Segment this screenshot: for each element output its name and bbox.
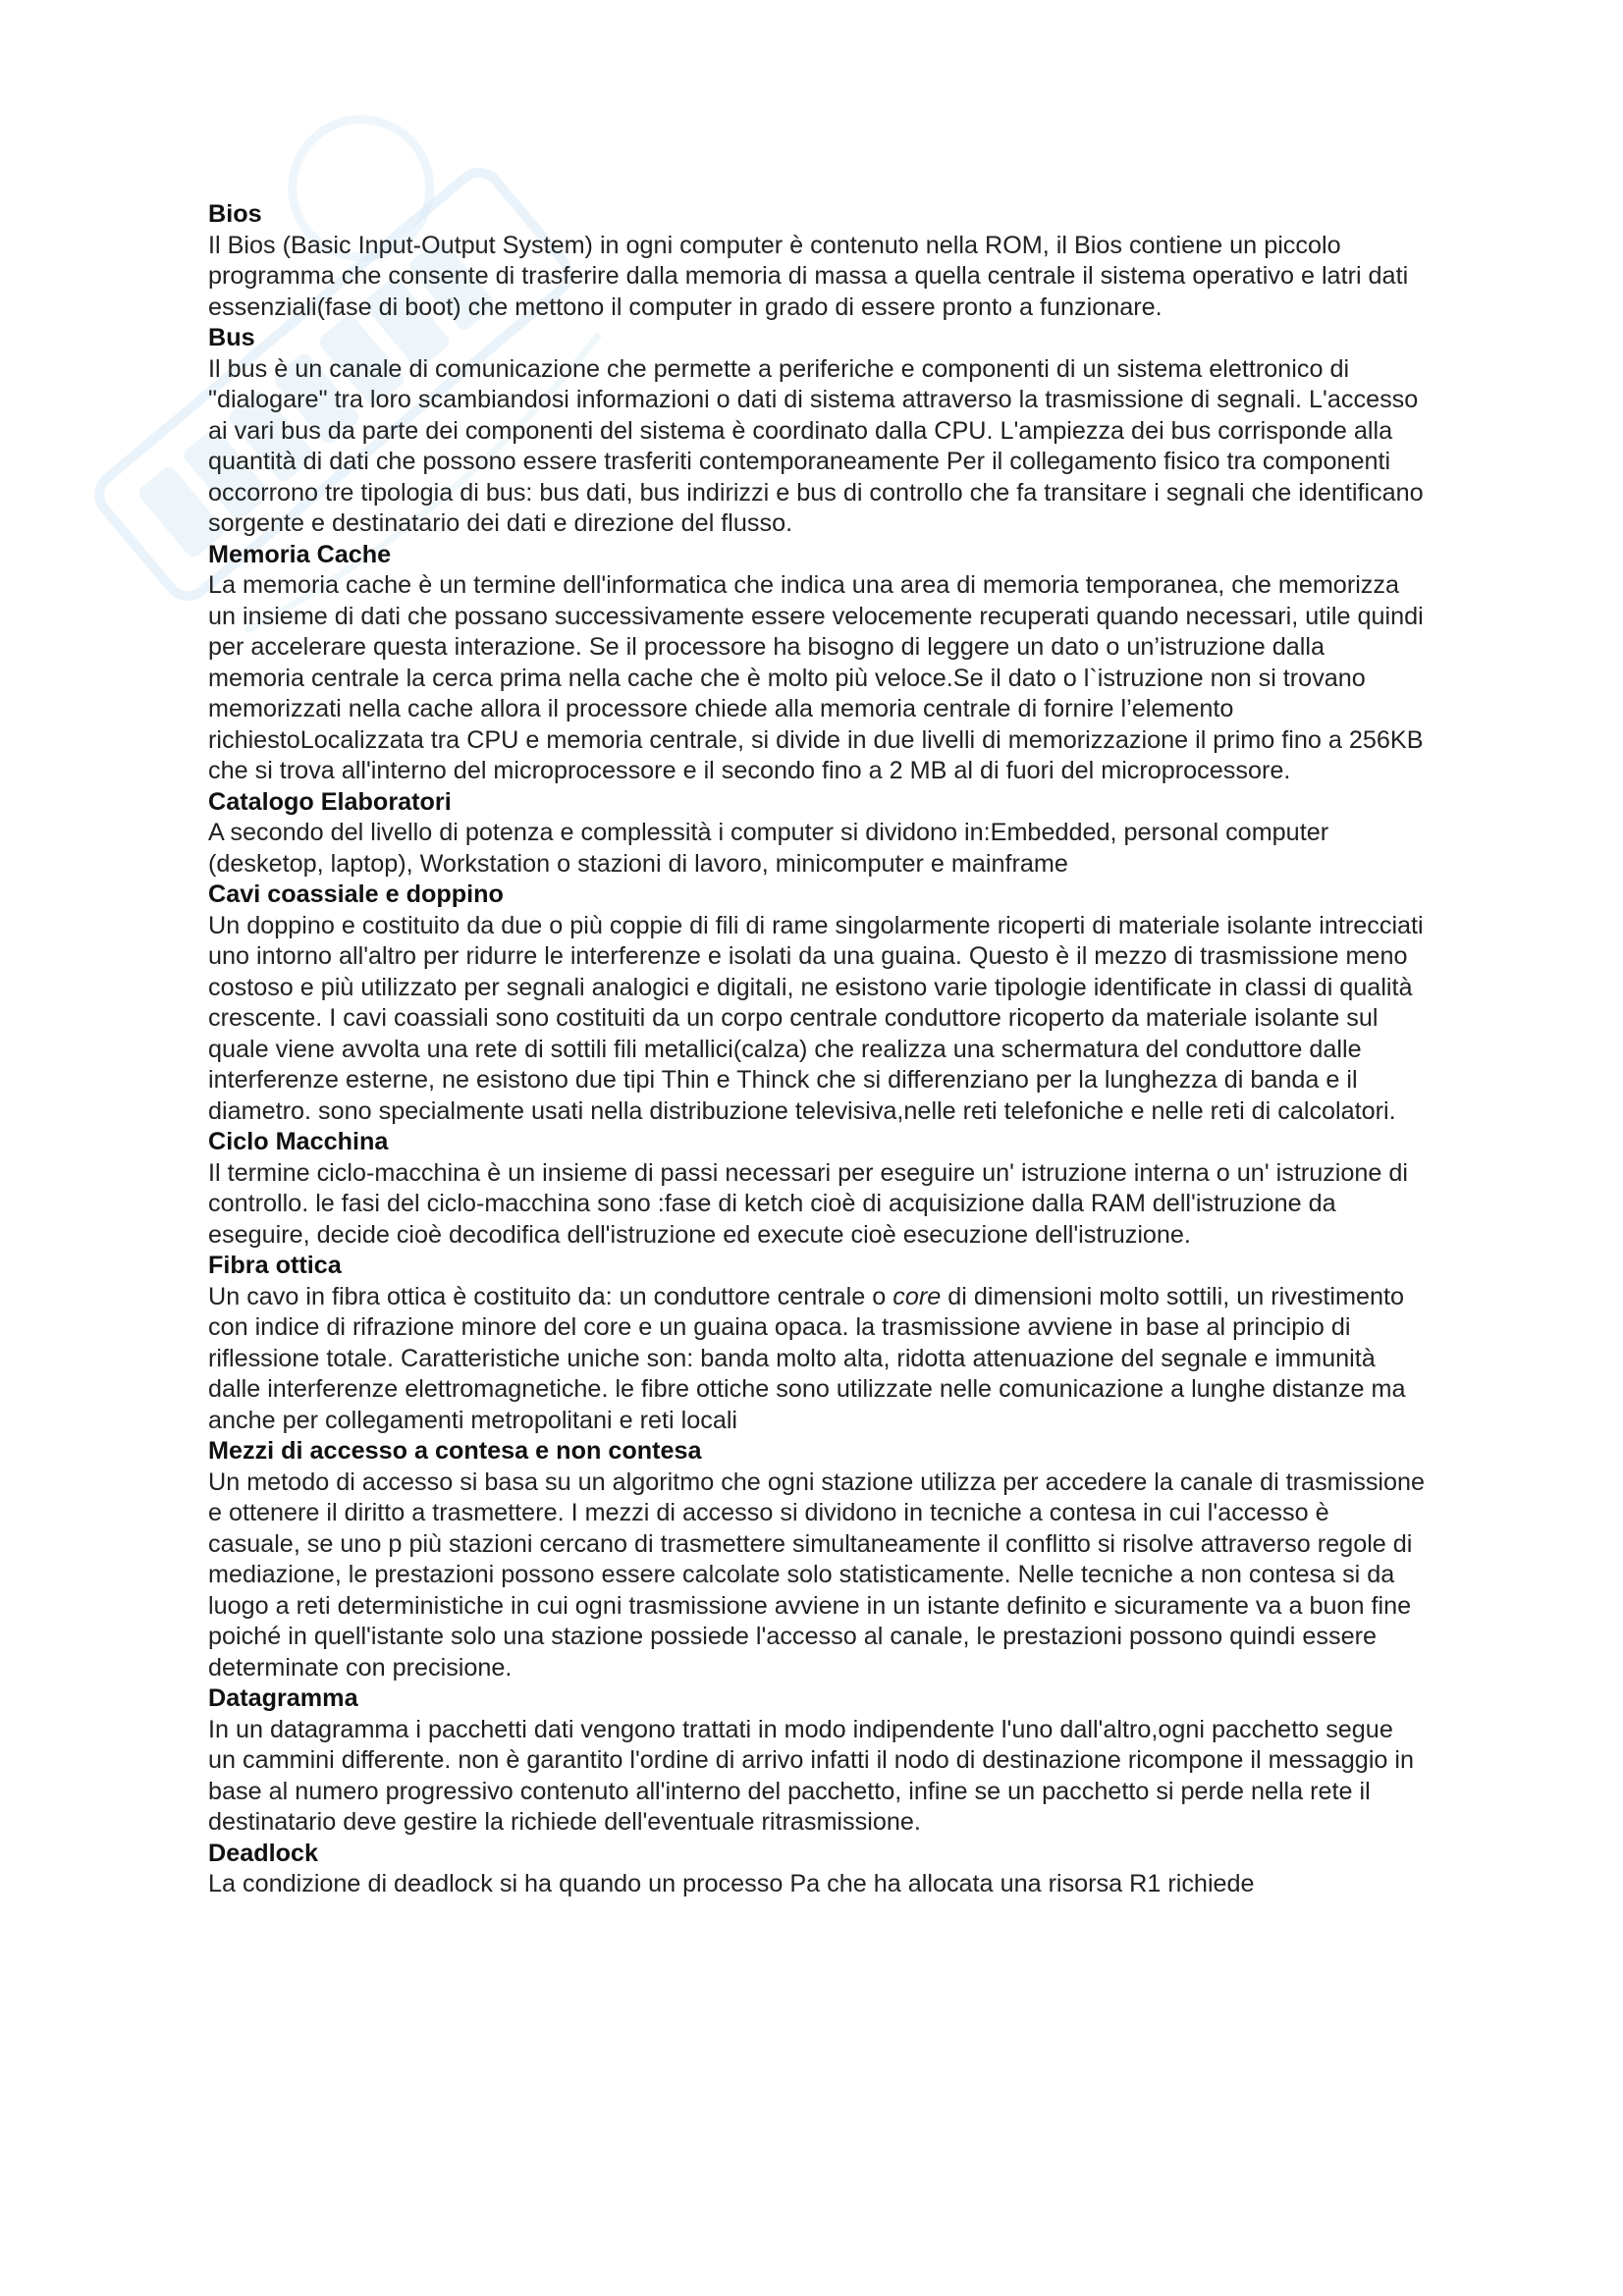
section-body: Il termine ciclo-macchina è un insieme di passi necessari per eseguire un' istruzione interna o un' istruzione di controllo. le fasi del ciclo-macchina sono :fase di ketch cioè di acquisizione dalla RAM dell'istruzione da eseguire, decide cioè decodifica dell'istruzione ed execute cioè esecuzione dell'istruzione. xyxy=(208,1158,1409,1249)
section-ciclo-macchina xyxy=(208,1127,1426,1251)
section-title: Cavi coassiale e doppino xyxy=(208,881,504,908)
section-title: Bus xyxy=(208,324,255,351)
section-body: A secondo del livello di potenza e complessità i computer si dividono in:Embedded, personal computer (desketop, laptop), Workstation o stazioni di lavoro, minicomputer e mainframe xyxy=(208,819,1329,878)
document-content xyxy=(208,199,1426,1900)
section-title: Mezzi di accesso a contesa e non contesa xyxy=(208,1437,702,1465)
section-bios xyxy=(208,199,1426,323)
section-title: Bios xyxy=(208,200,262,228)
section-memoria-cache xyxy=(208,540,1426,787)
section-body: Un doppino e costituito da due o più coppie di fili di rame singolarmente ricoperti di materiale isolante intrecciati uno intorno all'altro per ridurre le interferenze e isolati da una guaina. Questo è il mezzo di trasmissione meno costoso e più utilizzato per segnali analogici e digitali, ne esistono varie tipologie identificate in classi di qualità crescente. I cavi coassiali sono costituiti da un corpo centrale conduttore ricoperto da materiale isolante sul quale viene avvolta una rete di sottili fili metallici(calza) che realizza una schermatura del conduttore dalle interferenze esterne, ne esistono due tipi Thin e Thinck che si differenziano per la lunghezza di banda e il diametro. sono specialmente usati nella distribuzione televisiva,nelle reti telefoniche e nelle reti di calcolatori. xyxy=(208,911,1424,1125)
section-bus xyxy=(208,323,1426,540)
section-mezzi-di-accesso xyxy=(208,1436,1426,1683)
section-deadlock xyxy=(208,1839,1426,1900)
section-catalogo-elaboratori xyxy=(208,787,1426,881)
body-text: Un cavo in fibra ottica è costituito da: un conduttore centrale o xyxy=(208,1282,893,1310)
section-body: La condizione di deadlock si ha quando un processo Pa che ha allocata una risorsa R1 richiede xyxy=(208,1870,1255,1897)
section-title: Datagramma xyxy=(208,1684,358,1712)
body-text: di dimensioni molto sottili, un rivestimento con indice di rifrazione minore del core e un guaina opaca. la trasmissione avviene in base al principio di riflessione totale. Caratteristiche uniche son: banda molto alta, ridotta attenuazione del segnale e immunità dalle interferenze elettromagnetiche. le fibre ottiche sono utilizzate nelle comunicazione a lunghe distanze ma anche per collegamenti metropolitani e reti locali xyxy=(208,1282,1406,1434)
section-body: Un metodo di accesso si basa su un algoritmo che ogni stazione utilizza per accedere la canale di trasmissione e ottenere il diritto a trasmettere. I mezzi di accesso si dividono in tecniche a contesa in cui l'accesso è casuale, se uno p più stazioni cercano di trasmettere simultaneamente il conflitto si risolve attraverso regole di mediazione, le prestazioni possono essere calcolate solo statisticamente. Nelle tecniche a non contesa si da luogo a reti deterministiche in cui ogni trasmissione avviene in un istante definito e sicuramente va a buon fine poiché in quell'istante solo una stazione possiede l'accesso al canale, le prestazioni possono quindi essere determinate con precisione. xyxy=(208,1468,1426,1682)
section-title: Catalogo Elaboratori xyxy=(208,787,452,816)
section-fibra-ottica xyxy=(208,1251,1426,1436)
section-body: In un datagramma i pacchetti dati vengono trattati in modo indipendente l'uno dall'altro,ogni pacchetto segue un cammini differente. non è garantito l'ordine di arrivo infatti il nodo di destinazione ricompone il messaggio in base al numero progressivo contenuto all'interno del pacchetto, infine se un pacchetto si perde nella rete il destinatario deve gestire la richiede dell'eventuale ritrasmissione. xyxy=(208,1715,1415,1836)
section-title: Ciclo Macchina xyxy=(208,1128,389,1155)
section-title: Fibra ottica xyxy=(208,1252,342,1279)
section-cavi-coassiale-doppino xyxy=(208,880,1426,1127)
body-emphasis: core xyxy=(893,1282,942,1310)
section-body: La memoria cache è un termine dell'informatica che indica una area di memoria temporanea, che memorizza un insieme di dati che possano successivamente essere velocemente recuperati quando necessari, utile quindi per accelerare questa interazione. Se il processore ha bisogno di leggere un dato o un’istruzione dalla memoria centrale la cerca prima nella cache che è molto più veloce.Se il dato o l`istruzione non si trovano memorizzati nella cache allora il processore chiede alla memoria centrale di fornire l’elemento richiestoLocalizzata tra CPU e memoria centrale, si divide in due livelli di memorizzazione il primo fino a 256KB che si trova all'interno del microprocessore e il secondo fino a 2 MB al di fuori del microprocessore. xyxy=(208,571,1424,784)
section-body xyxy=(208,1282,1426,1437)
section-title: Memoria Cache xyxy=(208,540,392,568)
section-datagramma xyxy=(208,1683,1426,1839)
section-body: Il bus è un canale di comunicazione che permette a periferiche e componenti di un sistema elettronico di "dialogare" tra loro scambiandosi informazioni o dati di sistema attraverso la trasmissione di segnali. L'accesso ai vari bus da parte dei componenti del sistema è coordinato dalla CPU. L'ampiezza dei bus corrisponde alla quantità di dati che possono essere trasferiti contemporaneamente Per il collegamento fisico tra componenti occorrono tre tipologia di bus: bus dati, bus indirizzi e bus di controllo che fa transitare i segnali che identificano sorgente e destinatario dei dati e direzione del flusso. xyxy=(208,354,1424,537)
section-body: Il Bios (Basic Input-Output System) in ogni computer è contenuto nella ROM, il Bios contiene un piccolo programma che consente di trasferire dalla memoria di massa a quella centrale il sistema operativo e latri dati essenziali(fase di boot) che mettono il computer in grado di essere pronto a funzionare. xyxy=(208,231,1409,321)
section-title: Deadlock xyxy=(208,1839,318,1867)
